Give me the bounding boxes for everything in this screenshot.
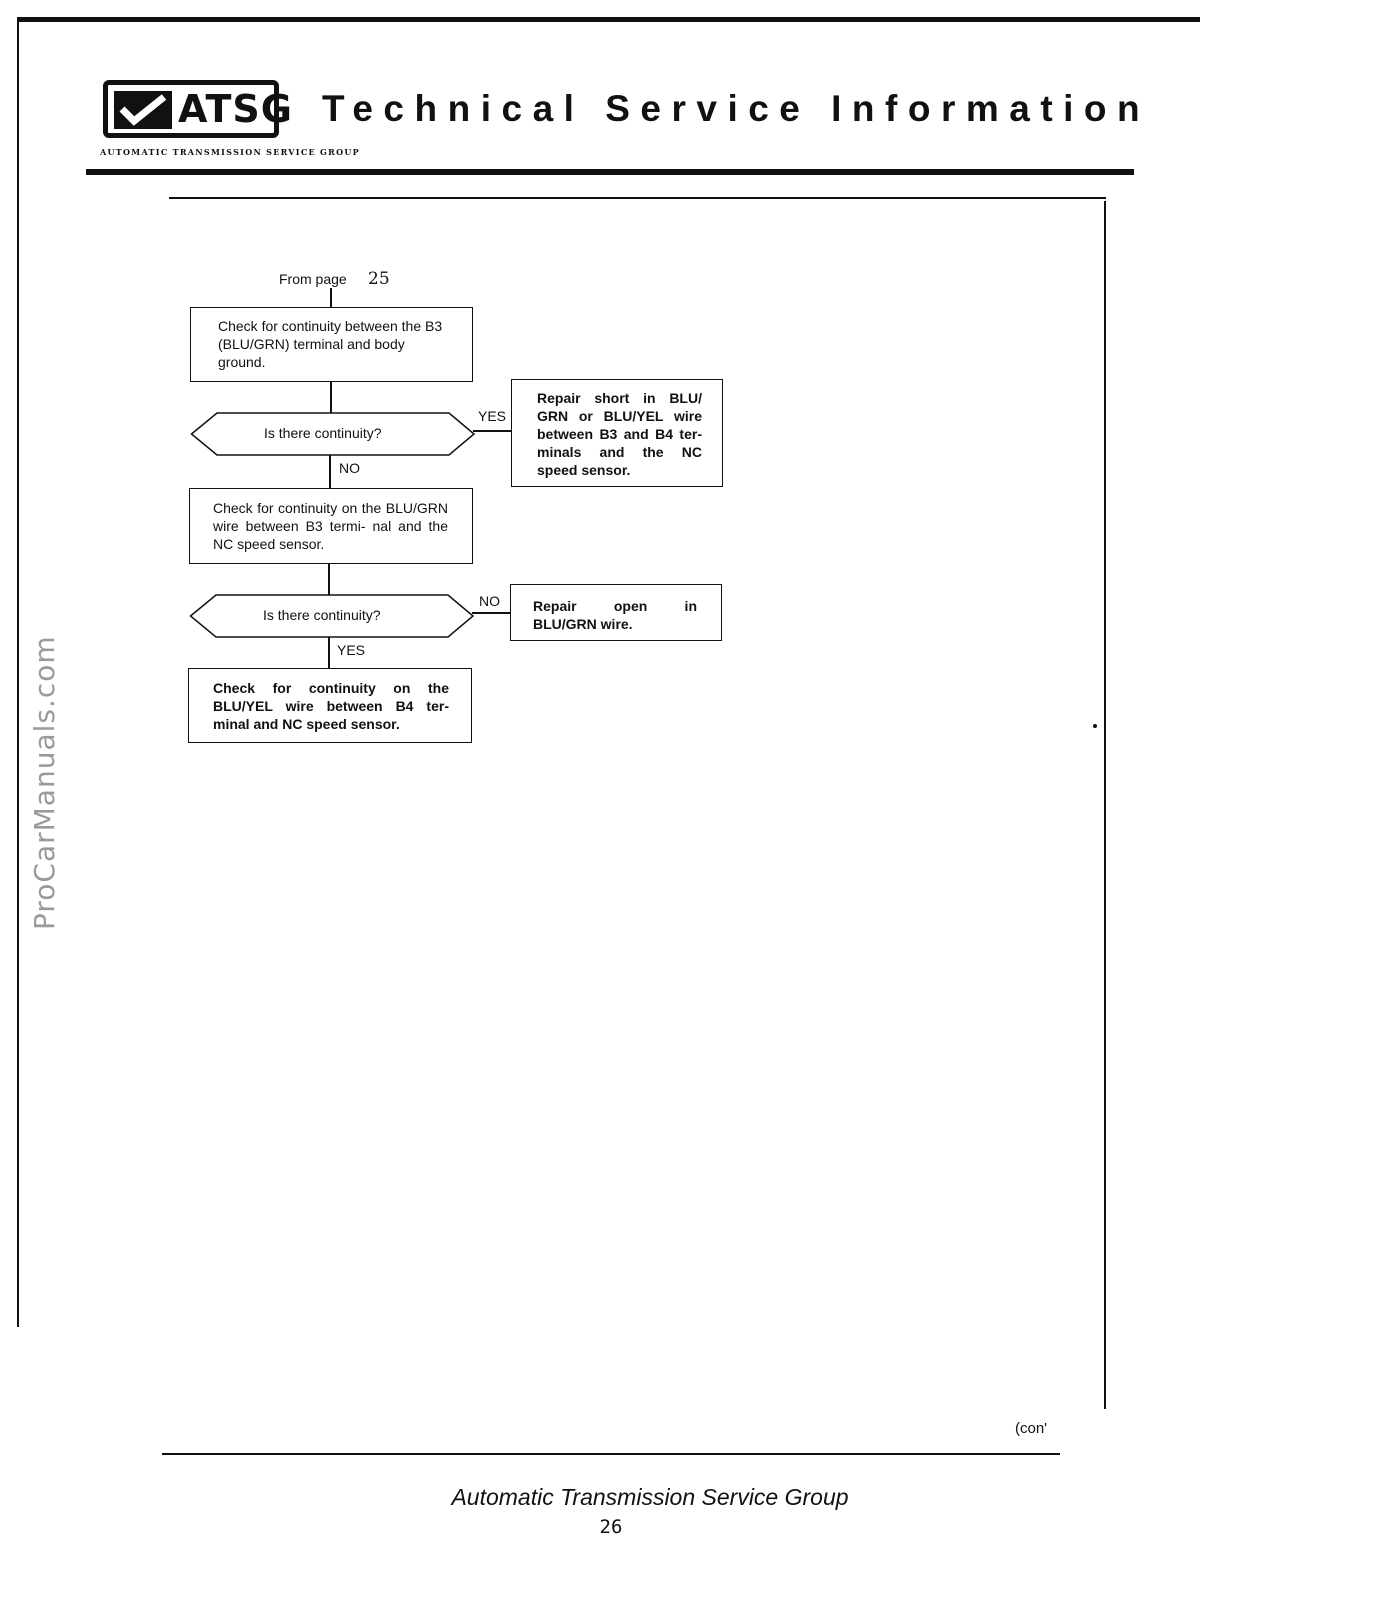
watermark: ProCarManuals.com [28, 635, 61, 930]
logo-text: ATSG [178, 87, 293, 131]
logo-subtext: AUTOMATIC TRANSMISSION SERVICE GROUP [100, 147, 360, 157]
step-1-box [190, 307, 473, 382]
from-page-label: From page [279, 271, 347, 287]
decision-2-no-label: NO [479, 593, 500, 609]
page-title: Technical Service Information [322, 88, 1151, 129]
header-rule [86, 169, 1134, 175]
footer-organization: Automatic Transmission Service Group [451, 1484, 849, 1510]
left-border [17, 17, 19, 1327]
content-top-rule [169, 197, 1106, 199]
step-2-box [189, 488, 473, 564]
decision-1-no-label: NO [339, 460, 360, 476]
connector [472, 612, 511, 614]
step-3-text: Check for continuity on the BLU/YEL wire between B4 ter- minal and NC speed sensor. [213, 680, 449, 732]
checkmark-icon [114, 91, 172, 129]
content-right-rule [1104, 201, 1106, 1409]
decision-2-yes-label: YES [337, 642, 366, 658]
step-1-text: Check for continuity between the B3 (BLU/GRN) terminal and body ground. [218, 318, 443, 370]
atsg-logo [103, 80, 293, 138]
speck-dot [1093, 724, 1097, 728]
decision-1-yes-label: YES [478, 408, 507, 424]
result-1-text: Repair short in BLU/ GRN or BLU/YEL wire between B3 and B4 ter- minals and the NC speed sensor. [537, 390, 702, 478]
footer-rule [162, 1453, 1060, 1455]
step-3-box [188, 668, 472, 743]
connector [328, 637, 330, 669]
decision-1-text: Is there continuity? [264, 425, 382, 441]
result-2-box [510, 584, 722, 641]
page-number: 26 [599, 1516, 623, 1538]
connector [473, 430, 512, 432]
connector [329, 455, 331, 489]
from-page-number: 25 [368, 269, 390, 289]
top-border [18, 17, 1200, 22]
result-2-text: Repair open in BLU/GRN wire. [533, 598, 697, 632]
connector [330, 381, 332, 414]
decision-2-text: Is there continuity? [263, 607, 381, 623]
result-1-box [511, 379, 723, 487]
step-2-text: Check for continuity on the BLU/GRN wire between B3 termi- nal and the NC speed sensor. [213, 500, 448, 552]
connector [328, 563, 330, 597]
continued-note: (con' [1015, 1420, 1048, 1437]
connector [330, 288, 332, 308]
